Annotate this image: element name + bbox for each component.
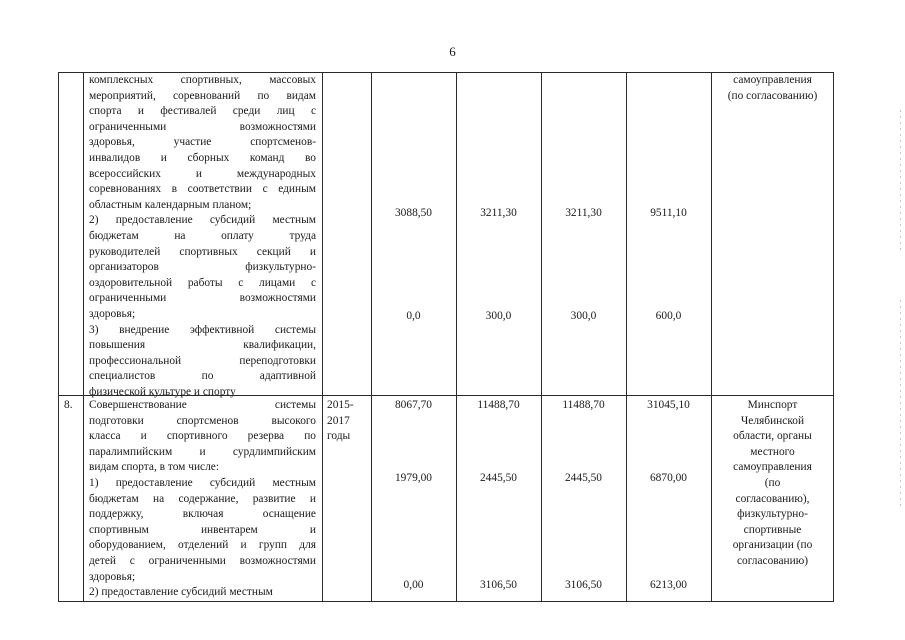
cell-line: здоровья; xyxy=(89,570,136,583)
cell-line: бюджетам на оплату труда xyxy=(89,229,316,242)
cell-line: соревнованиях в соответствии с единым xyxy=(89,183,316,196)
table-col-border xyxy=(626,72,627,602)
cell-line: годы xyxy=(327,430,351,443)
cell-line: всероссийских и международных xyxy=(89,167,316,180)
row-1-executor xyxy=(712,73,833,104)
cell-line: здоровья; xyxy=(89,307,136,320)
cell-line: самоуправления xyxy=(733,461,812,474)
cell-line: (по xyxy=(764,476,781,489)
cell-line: повышения квалификации, xyxy=(89,339,316,352)
cell-line: спортивным инвентарем и xyxy=(89,523,316,536)
table-col-border xyxy=(833,72,834,602)
cell-line: согласованию) xyxy=(736,554,809,567)
row-8-description xyxy=(89,398,316,601)
row-1-amount-2016-a: 3211,30 xyxy=(480,207,517,219)
cell-line: Челябинской xyxy=(740,414,805,427)
cell-line: здоровья, участие спортсменов- xyxy=(89,136,316,149)
table-col-border xyxy=(83,72,84,602)
row-8-amount-2015-a: 8067,70 xyxy=(394,399,433,411)
row-8-amount-2016-c: 3106,50 xyxy=(479,579,518,591)
cell-line: (по согласованию) xyxy=(727,89,818,102)
cell-line: видам спорта, в том числе: xyxy=(89,461,220,474)
row-1-amount-total-a: 9511,10 xyxy=(650,207,687,219)
row-8-amount-2015-b: 1979,00 xyxy=(394,472,433,484)
row-1-amount-2015-b: 0,0 xyxy=(406,310,421,322)
cell-line: детей с ограниченными возможностями xyxy=(89,554,316,567)
cell-line: спортивные xyxy=(743,523,802,536)
cell-line: 1) предоставление субсидий местным xyxy=(89,476,316,489)
cell-line: 2) предоставление субсидий местным xyxy=(89,214,316,227)
row-8-amount-2016-a: 11488,70 xyxy=(477,399,520,411)
cell-line: спорта и фестивалей среди лиц с xyxy=(89,105,316,118)
table-border-bottom xyxy=(58,601,834,602)
cell-line: физической культуре и спорту xyxy=(89,385,236,398)
cell-line: организации (по xyxy=(732,539,813,552)
table-col-border xyxy=(456,72,457,602)
table-col-border xyxy=(58,72,59,602)
row-8-amount-total-c: 6213,00 xyxy=(649,579,688,591)
cell-line: ограниченными возможностями xyxy=(89,292,316,305)
table-col-border xyxy=(541,72,542,602)
row-8-index: 8. xyxy=(64,399,73,411)
cell-line: местного xyxy=(750,445,795,458)
row-1-amount-2016-b: 300,0 xyxy=(485,310,512,322)
cell-line: ограниченными возможностями xyxy=(89,120,316,133)
cell-line: оздоровительной работы с лицами с xyxy=(89,276,316,289)
row-8-amount-2017-a: 11488,70 xyxy=(562,399,605,411)
cell-line: области, органы xyxy=(733,430,812,443)
row-1-amount-2017-b: 300,0 xyxy=(570,310,597,322)
row-1-amount-total-b: 600,0 xyxy=(655,310,682,322)
table-col-border xyxy=(322,72,323,602)
cell-line: 2) предоставление субсидий местным xyxy=(89,586,273,599)
row-8-years xyxy=(327,398,369,445)
row-1-amount-2015-a: 3088,50 xyxy=(394,207,433,219)
row-8-amount-2016-b: 2445,50 xyxy=(479,472,518,484)
cell-line: инвалидов и сборных команд во xyxy=(89,151,316,164)
row-8-amount-2017-c: 3106,50 xyxy=(564,579,603,591)
cell-line: физкультурно- xyxy=(737,508,808,521)
cell-line: оборудованием, отделений и групп для xyxy=(89,539,316,552)
cell-line: класса и спортивного резерва по xyxy=(89,430,316,443)
cell-line: 2017 xyxy=(327,414,350,427)
cell-line: 2015- xyxy=(327,399,354,411)
cell-line: Совершенствование системы xyxy=(89,399,316,411)
cell-line: согласованию), xyxy=(735,492,810,505)
cell-line: бюджетам на содержание, развитие и xyxy=(89,492,316,505)
cell-line: мероприятий, соревнований по видам xyxy=(89,89,316,102)
cell-line: самоуправления xyxy=(733,74,812,86)
cell-line: подготовки спортсменов высокого xyxy=(89,414,316,427)
cell-line: профессиональной переподготовки xyxy=(89,354,316,367)
scan-artifact xyxy=(900,110,901,250)
program-table xyxy=(58,72,834,602)
row-8-amount-2017-b: 2445,50 xyxy=(564,472,603,484)
cell-line: Минспорт xyxy=(747,399,798,411)
cell-line: областным календарным планом; xyxy=(89,198,252,211)
row-8-amount-2015-c: 0,00 xyxy=(403,579,424,591)
cell-line: комплексных спортивных, массовых xyxy=(89,74,316,86)
table-col-border xyxy=(371,72,372,602)
cell-line: организаторов физкультурно- xyxy=(89,261,316,274)
cell-line: руководителей спортивных секций и xyxy=(89,245,316,258)
row-8-amount-total-a: 31045,10 xyxy=(647,399,690,411)
row-8-executor xyxy=(712,398,833,570)
row-8-amount-total-b: 6870,00 xyxy=(649,472,688,484)
page-number: 6 xyxy=(449,44,456,59)
row-1-amount-2017-a: 3211,30 xyxy=(565,207,602,219)
scan-artifact xyxy=(900,300,901,510)
cell-line: поддержку, включая оснащение xyxy=(89,508,316,521)
cell-line: специалистов по адаптивной xyxy=(89,370,316,383)
cell-line: 3) внедрение эффективной системы xyxy=(89,323,316,336)
cell-line: паралимпийским и сурдлимпийским xyxy=(89,445,316,458)
row-1-description xyxy=(89,73,316,400)
